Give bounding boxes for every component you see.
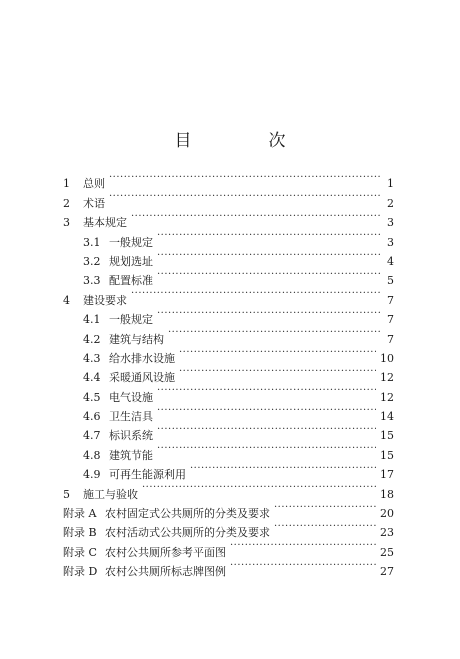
dot-leader <box>157 265 380 284</box>
toc-entry[interactable] <box>63 168 394 191</box>
dot-leader <box>190 459 376 478</box>
toc-entry-label: 施工与验收 <box>83 487 138 501</box>
toc-entry-page: 23 <box>380 526 394 540</box>
toc-entry-number: 3.3 <box>83 274 101 288</box>
toc-entry[interactable] <box>63 187 394 210</box>
toc-entry-label: 标识系统 <box>109 429 153 443</box>
page-title: 目 次 <box>174 131 316 151</box>
toc-entry-page: 25 <box>380 545 394 559</box>
toc-entry-number: 4.5 <box>83 390 101 404</box>
toc-entry-number: 3 <box>63 216 70 230</box>
dot-leader <box>157 226 380 245</box>
toc-entry-number: 4.2 <box>83 332 101 346</box>
toc-entry-label: 建设要求 <box>83 293 127 307</box>
toc-entry-label: 可再生能源利用 <box>109 468 186 482</box>
dot-leader <box>230 536 376 555</box>
toc-entry-page: 4 <box>387 254 394 268</box>
toc-entry-number: 3.2 <box>83 254 101 268</box>
toc-entry-number: 4.1 <box>83 313 101 327</box>
toc-entry-number: 附录 B <box>63 526 97 540</box>
toc-entry-number: 4.8 <box>83 448 101 462</box>
dot-leader <box>157 246 380 265</box>
toc-entry-page: 20 <box>380 507 394 521</box>
toc-entry-label: 农村固定式公共厕所的分类及要求 <box>105 507 270 521</box>
toc-entry-number: 2 <box>63 196 70 210</box>
toc-entry-page: 7 <box>387 313 394 327</box>
toc-entry-label: 建筑节能 <box>109 448 153 462</box>
toc-entry[interactable] <box>63 207 394 230</box>
toc-entry-label: 采暖通风设施 <box>109 371 175 385</box>
toc-entry-label: 基本规定 <box>83 216 127 230</box>
toc-entry-page: 3 <box>387 216 394 230</box>
toc-entry-number: 4 <box>63 293 70 307</box>
dot-leader <box>109 187 380 206</box>
toc-entry-page: 12 <box>380 371 394 385</box>
toc-entry-label: 电气设施 <box>109 390 153 404</box>
toc-entry-page: 2 <box>387 196 394 210</box>
toc-entry-page: 17 <box>380 468 394 482</box>
dot-leader <box>274 517 376 536</box>
toc-entry-page: 10 <box>380 351 394 365</box>
toc-entry-page: 5 <box>387 274 394 288</box>
dot-leader <box>131 207 380 226</box>
toc-entry-number: 4.6 <box>83 410 101 424</box>
toc-entry-page: 18 <box>380 487 394 501</box>
dot-leader <box>230 556 376 575</box>
dot-leader <box>179 343 376 362</box>
toc-entry-page: 1 <box>387 177 394 191</box>
dot-leader <box>157 304 380 323</box>
toc-entry-page: 14 <box>380 410 394 424</box>
toc-entry-label: 农村公共厕所标志牌图例 <box>105 565 226 579</box>
dot-leader <box>274 498 376 517</box>
dot-leader <box>142 478 376 497</box>
toc-entry-label: 术语 <box>83 196 105 210</box>
dot-leader <box>157 420 376 439</box>
toc-entry-number: 1 <box>63 177 70 191</box>
toc-entry-label: 规划选址 <box>109 254 153 268</box>
toc-entry-number: 附录 D <box>63 565 98 579</box>
dot-leader <box>157 439 376 458</box>
toc-entry-page: 15 <box>380 429 394 443</box>
toc-entry-label: 一般规定 <box>109 313 153 327</box>
toc-entry-label: 给水排水设施 <box>109 351 175 365</box>
toc-entry-number: 附录 C <box>63 545 97 559</box>
toc-entry-number: 4.7 <box>83 429 101 443</box>
toc-entry-label: 配置标准 <box>109 274 153 288</box>
dot-leader <box>109 168 380 187</box>
dot-leader <box>157 381 376 400</box>
toc-entry-page: 7 <box>387 293 394 307</box>
dot-leader <box>168 323 380 342</box>
dot-leader <box>131 284 380 303</box>
toc-entry-page: 27 <box>380 565 394 579</box>
dot-leader <box>179 362 376 381</box>
toc-entry-page: 12 <box>380 390 394 404</box>
toc-entry-label: 总则 <box>83 177 105 191</box>
toc-entry-page: 7 <box>387 332 394 346</box>
toc-entry-label: 农村公共厕所参考平面图 <box>105 545 226 559</box>
dot-leader <box>157 401 376 420</box>
toc-entry-number: 5 <box>63 487 70 501</box>
toc-entry-page: 15 <box>380 448 394 462</box>
toc-entry-number: 附录 A <box>63 507 97 521</box>
toc-entry-number: 4.9 <box>83 468 101 482</box>
toc-entry-label: 卫生洁具 <box>109 410 153 424</box>
toc-entry-label: 建筑与结构 <box>109 332 164 346</box>
toc-entry-number: 4.3 <box>83 351 101 365</box>
table-of-contents <box>63 168 394 579</box>
toc-entry-number: 4.4 <box>83 371 101 385</box>
toc-entry-page: 3 <box>387 235 394 249</box>
toc-entry-label: 一般规定 <box>109 235 153 249</box>
toc-entry-number: 3.1 <box>83 235 101 249</box>
toc-entry-label: 农村活动式公共厕所的分类及要求 <box>105 526 270 540</box>
